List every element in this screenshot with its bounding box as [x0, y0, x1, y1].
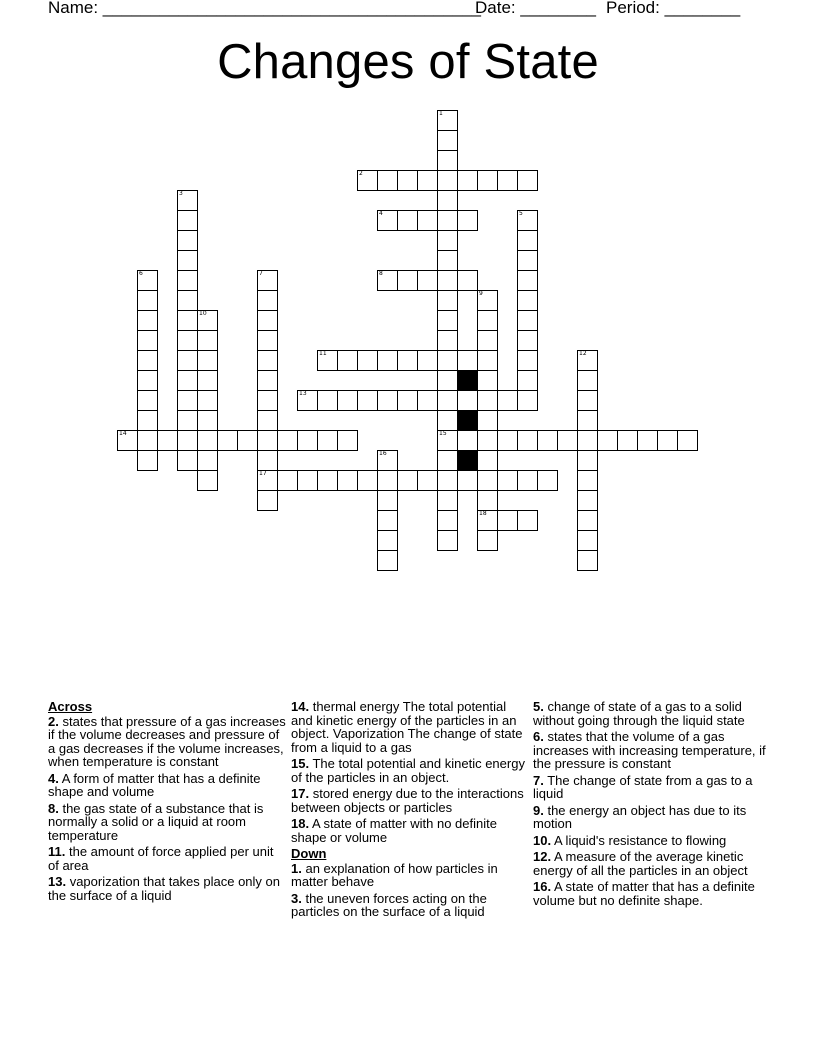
grid-cell[interactable]: [557, 430, 578, 451]
grid-cell[interactable]: [257, 350, 278, 371]
grid-cell[interactable]: [457, 170, 478, 191]
grid-cell[interactable]: [477, 370, 498, 391]
grid-cell[interactable]: [377, 390, 398, 411]
grid-cell[interactable]: [137, 310, 158, 331]
grid-cell[interactable]: [497, 510, 518, 531]
grid-cell[interactable]: [257, 390, 278, 411]
grid-cell[interactable]: [197, 470, 218, 491]
grid-cell[interactable]: [137, 410, 158, 431]
clue-text: The total potential and kinetic energy of the particles in an object.: [291, 756, 525, 785]
grid-cell[interactable]: [257, 370, 278, 391]
grid-cell[interactable]: [437, 210, 458, 231]
clue-text: A measure of the average kinetic energy of all the particles in an object: [533, 848, 748, 878]
grid-cell[interactable]: [517, 470, 538, 491]
clue-number: 7: [259, 270, 263, 277]
grid-cell[interactable]: [517, 230, 538, 251]
grid-cell[interactable]: [417, 210, 438, 231]
grid-cell[interactable]: [597, 430, 618, 451]
clue-number: 13: [299, 390, 307, 397]
down-clue-16: [533, 880, 771, 907]
grid-cell[interactable]: [317, 470, 338, 491]
grid-cell[interactable]: [317, 390, 338, 411]
grid-cell[interactable]: [517, 370, 538, 391]
grid-cell[interactable]: [137, 430, 158, 451]
clue-number-label: 15.: [291, 756, 310, 772]
grid-cell[interactable]: [417, 270, 438, 291]
grid-cell[interactable]: [137, 350, 158, 371]
grid-cell[interactable]: [437, 290, 458, 311]
grid-cell[interactable]: [437, 230, 458, 251]
clue-text: thermal energy The total potential and kinetic energy of the particles in an object. Vaporization The change of state from a liquid to a gas: [291, 699, 523, 755]
across-clue-18: [291, 817, 529, 844]
grid-cell[interactable]: [377, 550, 398, 571]
grid-cell[interactable]: [357, 470, 378, 491]
grid-cell[interactable]: [177, 250, 198, 271]
clue-number: 17: [259, 470, 267, 477]
clue-number: 6: [139, 270, 143, 277]
grid-cell[interactable]: [437, 330, 458, 351]
grid-cell[interactable]: [257, 450, 278, 471]
clue-text: the amount of force applied per unit of area: [48, 844, 274, 873]
grid-cell[interactable]: [417, 170, 438, 191]
clue-number: 18: [479, 510, 487, 517]
clue-text: an explanation of how particles in matter behave: [291, 860, 498, 890]
period-field-label: Period: ________: [606, 0, 741, 17]
grid-cell[interactable]: [137, 450, 158, 471]
across-clue-15: [291, 757, 529, 784]
grid-cell[interactable]: [417, 470, 438, 491]
grid-cell[interactable]: [637, 430, 658, 451]
grid-cell[interactable]: [477, 470, 498, 491]
grid-cell[interactable]: [477, 330, 498, 351]
grid-cell[interactable]: [377, 170, 398, 191]
grid-cell[interactable]: [437, 470, 458, 491]
grid-cell[interactable]: [177, 210, 198, 231]
clue-number: 12: [579, 350, 587, 357]
grid-cell[interactable]: [297, 470, 318, 491]
grid-cell[interactable]: [397, 470, 418, 491]
clue-number: 10: [199, 310, 207, 317]
grid-cell[interactable]: [437, 270, 458, 291]
grid-cell[interactable]: [197, 410, 218, 431]
grid-cell[interactable]: [657, 430, 678, 451]
grid-cell[interactable]: [197, 430, 218, 451]
down-clue-7: [533, 774, 771, 801]
grid-cell[interactable]: [477, 170, 498, 191]
grid-cell[interactable]: [177, 450, 198, 471]
clue-number: 14: [119, 430, 127, 437]
down-clue-5: [533, 700, 771, 727]
clues-column-1: [48, 700, 286, 905]
grid-cell[interactable]: [177, 230, 198, 251]
grid-cell[interactable]: [517, 270, 538, 291]
clue-number-label: 1.: [291, 860, 302, 876]
grid-cell[interactable]: [377, 350, 398, 371]
grid-cell[interactable]: [397, 210, 418, 231]
across-clue-11: [48, 845, 286, 872]
clue-text: A form of matter that has a definite shape and volume: [48, 770, 261, 800]
grid-cell[interactable]: [437, 310, 458, 331]
down-clue-10: [533, 834, 771, 848]
grid-cell[interactable]: [477, 310, 498, 331]
grid-cell[interactable]: [317, 430, 338, 451]
grid-cell[interactable]: [357, 350, 378, 371]
clue-number-label: 3.: [291, 890, 302, 906]
grid-cell[interactable]: [197, 390, 218, 411]
grid-cell[interactable]: [677, 430, 698, 451]
grid-cell[interactable]: [157, 430, 178, 451]
grid-cell[interactable]: [357, 390, 378, 411]
grid-cell[interactable]: [477, 530, 498, 551]
grid-cell[interactable]: [497, 430, 518, 451]
grid-cell[interactable]: [517, 510, 538, 531]
clues-column-3: [533, 700, 771, 910]
across-clue-8: [48, 802, 286, 843]
clue-text: A liquid's resistance to flowing: [553, 832, 727, 848]
clue-number-label: 16.: [533, 878, 552, 894]
grid-cell[interactable]: [517, 390, 538, 411]
grid-cell[interactable]: [177, 370, 198, 391]
grid-cell[interactable]: [177, 290, 198, 311]
grid-cell[interactable]: [497, 390, 518, 411]
grid-cell[interactable]: [197, 330, 218, 351]
grid-cell[interactable]: [497, 470, 518, 491]
grid-cell[interactable]: [537, 430, 558, 451]
grid-cell[interactable]: [257, 490, 278, 511]
grid-cell[interactable]: [517, 430, 538, 451]
grid-cell[interactable]: [457, 470, 478, 491]
grid-cell[interactable]: [437, 150, 458, 171]
grid-cell[interactable]: [517, 330, 538, 351]
across-clue-17: [291, 787, 529, 814]
across-clue-13: [48, 875, 286, 902]
grid-cell[interactable]: [537, 470, 558, 491]
grid-cell[interactable]: [177, 410, 198, 431]
grid-cell[interactable]: [617, 430, 638, 451]
grid-cell[interactable]: [297, 430, 318, 451]
clue-number: 2: [359, 170, 363, 177]
clue-number: 1: [439, 110, 443, 117]
clue-number-label: 11.: [48, 844, 66, 860]
clue-number: 5: [519, 210, 523, 217]
clue-number-label: 17.: [291, 786, 310, 802]
grid-cell[interactable]: [257, 430, 278, 451]
grid-cell[interactable]: [137, 390, 158, 411]
clue-number: 4: [379, 210, 383, 217]
grid-cell[interactable]: [197, 350, 218, 371]
grid-cell[interactable]: [457, 210, 478, 231]
grid-cell[interactable]: [257, 410, 278, 431]
clue-number-label: 12.: [533, 848, 552, 864]
clue-number-label: 2.: [48, 713, 59, 729]
grid-cell[interactable]: [437, 130, 458, 151]
grid-cell[interactable]: [177, 310, 198, 331]
across-clue-14: [291, 700, 529, 754]
grid-cell[interactable]: [337, 430, 358, 451]
grid-cell[interactable]: [377, 490, 398, 511]
grid-cell[interactable]: [457, 390, 478, 411]
grid-cell[interactable]: [457, 350, 478, 371]
clue-number-label: 5.: [533, 699, 544, 714]
clue-number-label: 8.: [48, 800, 59, 816]
grid-cell[interactable]: [517, 250, 538, 271]
clue-text: states that pressure of a gas increases if the volume decreases and pressure of a gas decreases if the volume increases, when temperature is constant: [48, 713, 286, 770]
grid-cell[interactable]: [377, 530, 398, 551]
clue-text: The change of state from a gas to a liquid: [533, 772, 753, 802]
grid-cell[interactable]: [577, 370, 598, 391]
down-clue-3: [291, 892, 529, 919]
grid-cell[interactable]: [377, 510, 398, 531]
down-heading: Down: [291, 846, 327, 862]
clue-number: 3: [179, 190, 183, 197]
down-clue-12: [533, 850, 771, 877]
grid-cell[interactable]: [437, 410, 458, 431]
grid-cell[interactable]: [177, 350, 198, 371]
grid-cell[interactable]: [437, 530, 458, 551]
grid-cell[interactable]: [577, 450, 598, 471]
clue-number: 11: [319, 350, 327, 357]
grid-cell[interactable]: [437, 350, 458, 371]
grid-cell[interactable]: [417, 390, 438, 411]
grid-cell[interactable]: [257, 330, 278, 351]
grid-cell[interactable]: [477, 410, 498, 431]
grid-cell[interactable]: [497, 170, 518, 191]
black-cell: [457, 450, 478, 471]
clue-text: states that the volume of a gas increases with increasing temperature, if the pressure is constant: [533, 728, 766, 772]
clue-number: 16: [379, 450, 387, 457]
grid-cell[interactable]: [397, 390, 418, 411]
grid-cell[interactable]: [177, 330, 198, 351]
grid-cell[interactable]: [417, 350, 438, 371]
grid-cell[interactable]: [477, 430, 498, 451]
grid-cell[interactable]: [577, 510, 598, 531]
clue-text: A state of matter with no definite shape or volume: [291, 816, 497, 845]
clue-text: the gas state of a substance that is normally a solid or a liquid at room temperature: [48, 800, 264, 843]
grid-cell[interactable]: [177, 430, 198, 451]
clue-text: A state of matter that has a definite volume but no definite shape.: [533, 878, 755, 908]
grid-cell[interactable]: [517, 170, 538, 191]
clue-number-label: 10.: [533, 832, 552, 848]
grid-cell[interactable]: [177, 390, 198, 411]
name-field-label: Name: ________________________________________: [48, 0, 481, 17]
grid-cell[interactable]: [377, 470, 398, 491]
grid-cell[interactable]: [577, 530, 598, 551]
across-clue-4: [48, 772, 286, 799]
grid-cell[interactable]: [277, 470, 298, 491]
grid-cell[interactable]: [577, 390, 598, 411]
clue-text: change of state of a gas to a solid without going through the liquid state: [533, 699, 745, 728]
clue-number-label: 6.: [533, 728, 544, 744]
grid-cell[interactable]: [197, 370, 218, 391]
grid-cell[interactable]: [437, 250, 458, 271]
grid-cell[interactable]: [477, 350, 498, 371]
clue-number-label: 13.: [48, 874, 67, 890]
clues-column-2: [291, 700, 529, 922]
grid-cell[interactable]: [397, 270, 418, 291]
grid-cell[interactable]: [137, 330, 158, 351]
clue-number-label: 4.: [48, 770, 59, 786]
clue-number-label: 14.: [291, 699, 310, 714]
across-clue-2: [48, 715, 286, 769]
clue-number: 15: [439, 430, 447, 437]
grid-cell[interactable]: [457, 270, 478, 291]
grid-cell[interactable]: [577, 490, 598, 511]
date-field-label: Date: ________: [475, 0, 596, 17]
grid-cell[interactable]: [437, 390, 458, 411]
grid-cell[interactable]: [577, 430, 598, 451]
grid-cell[interactable]: [477, 450, 498, 471]
grid-cell[interactable]: [197, 450, 218, 471]
clue-number: 9: [479, 290, 483, 297]
grid-cell[interactable]: [577, 410, 598, 431]
across-heading: Across: [48, 699, 93, 714]
grid-cell[interactable]: [337, 390, 358, 411]
grid-cell[interactable]: [437, 490, 458, 511]
clue-number-label: 18.: [291, 816, 310, 832]
grid-cell[interactable]: [277, 430, 298, 451]
grid-cell[interactable]: [517, 310, 538, 331]
grid-cell[interactable]: [397, 170, 418, 191]
grid-cell[interactable]: [137, 290, 158, 311]
clue-text: the uneven forces acting on the particles on the surface of a liquid: [291, 890, 487, 920]
clue-text: vaporization that takes place only on the surface of a liquid: [48, 874, 281, 903]
grid-cell[interactable]: [437, 170, 458, 191]
grid-cell[interactable]: [437, 450, 458, 471]
down-clue-9: [533, 804, 771, 831]
clue-number-label: 9.: [533, 802, 544, 818]
grid-cell[interactable]: [337, 470, 358, 491]
clue-number-label: 7.: [533, 772, 544, 788]
grid-cell[interactable]: [257, 290, 278, 311]
down-clue-1: [291, 862, 529, 889]
grid-cell[interactable]: [517, 350, 538, 371]
grid-cell[interactable]: [397, 350, 418, 371]
grid-cell[interactable]: [477, 490, 498, 511]
down-clue-6: [533, 730, 771, 771]
grid-cell[interactable]: [457, 430, 478, 451]
grid-cell[interactable]: [137, 370, 158, 391]
grid-cell[interactable]: [437, 370, 458, 391]
grid-cell[interactable]: [577, 470, 598, 491]
grid-cell[interactable]: [577, 550, 598, 571]
grid-cell[interactable]: [217, 430, 238, 451]
grid-cell[interactable]: [477, 390, 498, 411]
grid-cell[interactable]: [437, 190, 458, 211]
page-title: Changes of State: [217, 35, 599, 89]
clue-number: 8: [379, 270, 383, 277]
grid-cell[interactable]: [437, 510, 458, 531]
clue-text: the energy an object has due to its motion: [533, 802, 747, 832]
grid-cell[interactable]: [517, 290, 538, 311]
clue-text: stored energy due to the interactions between objects or particles: [291, 786, 524, 815]
grid-cell[interactable]: [337, 350, 358, 371]
black-cell: [457, 370, 478, 391]
grid-cell[interactable]: [237, 430, 258, 451]
grid-cell[interactable]: [177, 270, 198, 291]
black-cell: [457, 410, 478, 431]
grid-cell[interactable]: [257, 310, 278, 331]
